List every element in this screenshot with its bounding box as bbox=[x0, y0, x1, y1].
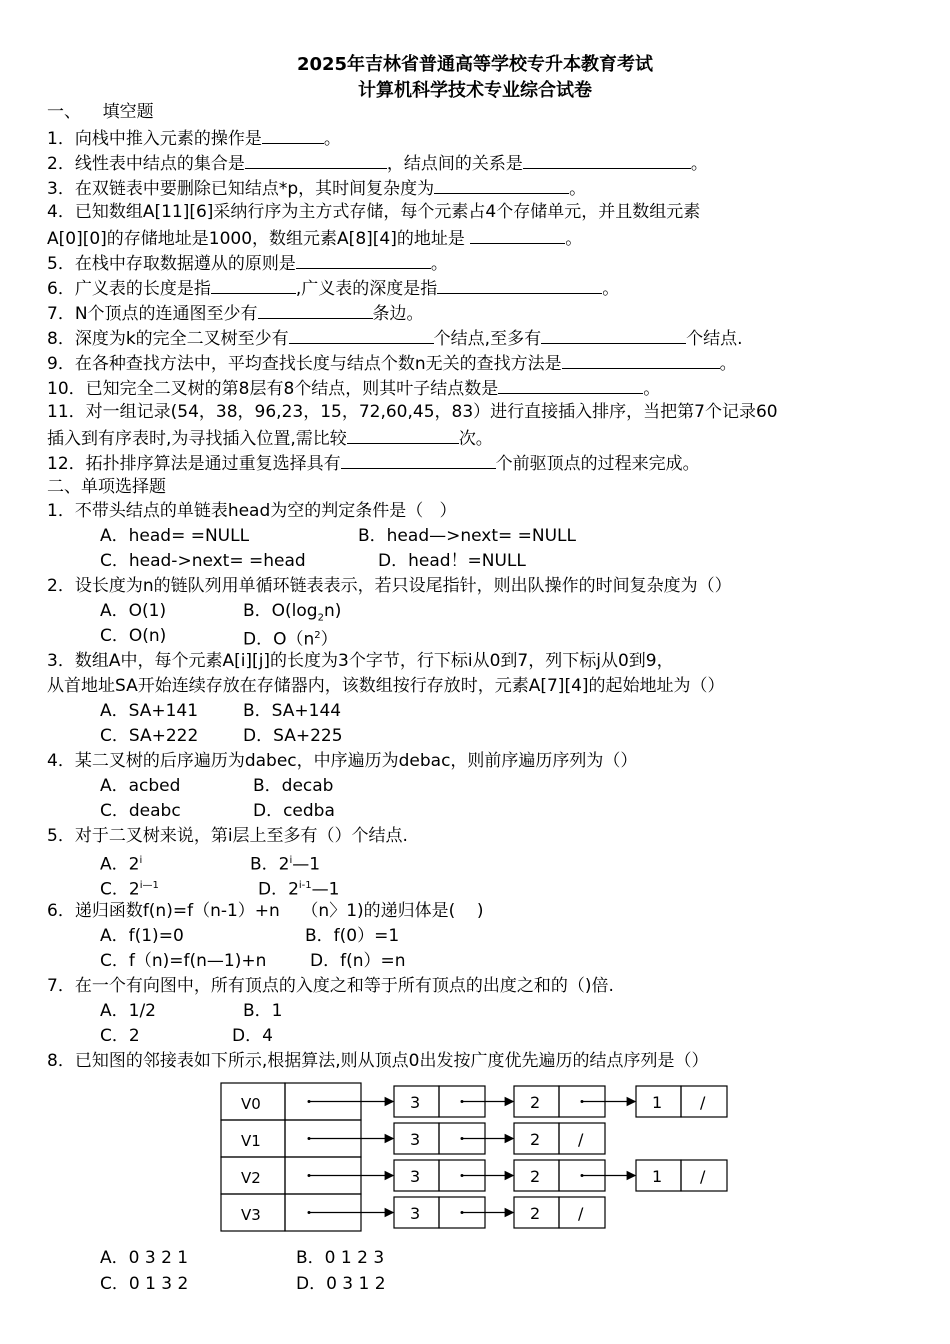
mc-q6-option-d: D．f(n）=n bbox=[310, 951, 406, 971]
mc-q7-option-b: B．1 bbox=[243, 1001, 283, 1021]
mc-q3-option-c: C．SA+222 bbox=[100, 726, 199, 746]
mc-q5-option-b: B．2$^i$—1 bbox=[250, 854, 321, 875]
mc-question-2: 2．设长度为n的链队列用单循环链表表示，若只设尾指针，则出队操作的时间复杂度为（） bbox=[47, 576, 732, 596]
mc-q4-option-a: A．acbed bbox=[100, 776, 181, 796]
mc-q2-option-c: C．O(n) bbox=[100, 626, 167, 646]
section-multiple-choice-heading: 二、单项选择题 bbox=[47, 477, 166, 497]
mc-q5-option-d: D．2$^{i-1}$—1 bbox=[258, 879, 340, 900]
node-value: 3 bbox=[410, 1167, 421, 1186]
fill-question-4-line2: A[0][0]的存储地址是1000，数组元素A[8][4]的地址是 。 bbox=[47, 226, 582, 250]
exam-subtitle: 计算机科学技术专业综合试卷 bbox=[358, 80, 592, 101]
node-value: 2 bbox=[530, 1204, 541, 1223]
vertex-label: V3 bbox=[241, 1206, 261, 1224]
mc-q3-option-a: A．SA+141 bbox=[100, 701, 199, 721]
mc-q4-option-d: D．cedba bbox=[253, 801, 335, 821]
fill-question-2: 2．线性表中结点的集合是 ，结点间的关系是 。 bbox=[47, 151, 708, 175]
mc-q1-option-b: B．head—>next= =NULL bbox=[358, 526, 577, 546]
null-marker: / bbox=[578, 1204, 584, 1223]
mc-q7-option-d: D．4 bbox=[232, 1026, 273, 1046]
node-value: 2 bbox=[530, 1167, 541, 1186]
mc-q8-option-c: C．0 1 3 2 bbox=[100, 1274, 189, 1294]
mc-q5-option-c: C．$2^{i—1}$ bbox=[100, 879, 159, 900]
mc-q7-option-a: A．1/2 bbox=[100, 1001, 156, 1021]
mc-question-7: 7．在一个有向图中，所有顶点的入度之和等于所有顶点的出度之和的（)倍. bbox=[47, 976, 614, 996]
mc-q8-option-b: B．0 1 2 3 bbox=[296, 1248, 385, 1268]
mc-q8-option-a: A．0 3 2 1 bbox=[100, 1248, 189, 1268]
mc-q2-option-d: D．$O(n^2)$ bbox=[243, 629, 338, 650]
mc-question-6: 6．递归函数f(n)=f（n-1）+n （n〉1)的递归体是( ) bbox=[47, 901, 484, 921]
mc-q3-option-d: D．SA+225 bbox=[243, 726, 343, 746]
fill-question-1: 1．向栈中推入元素的操作是 。 bbox=[47, 126, 341, 150]
node-value: 1 bbox=[652, 1167, 663, 1186]
mc-q5-option-a: A．2$^i$ bbox=[100, 854, 143, 875]
node-value: 2 bbox=[530, 1130, 541, 1149]
mc-q1-option-c: C．head->next= =head bbox=[100, 551, 306, 571]
mc-question-1: 1．不带头结点的单链表head为空的判定条件是（ ） bbox=[47, 501, 457, 521]
fill-question-11-line2: 插入到有序表时,为寻找插入位置,需比较 次。 bbox=[47, 426, 493, 450]
null-marker: / bbox=[578, 1130, 584, 1149]
exam-title: 2025年吉林省普通高等学校专升本教育考试 bbox=[296, 54, 654, 75]
fill-question-9: 9．在各种查找方法中，平均查找长度与结点个数n无关的查找方法是 。 bbox=[47, 351, 737, 375]
mc-q6-option-c: C．f（n)=f(n—1)+n bbox=[100, 951, 267, 971]
null-marker: / bbox=[700, 1167, 706, 1186]
mc-q2-option-b: B．$O(\log_2n)$ bbox=[243, 601, 342, 624]
mc-q7-option-c: C．2 bbox=[100, 1026, 140, 1046]
fill-question-3: 3．在双链表中要删除已知结点*p，其时间复杂度为 。 bbox=[47, 176, 586, 200]
mc-question-3-line1: 3．数组A中，每个元素A[i][j]的长度为3个字节，行下标i从0到7，列下标j从0到9， bbox=[47, 651, 674, 671]
fill-question-8: 8．深度为k的完全二叉树至少有 个结点,至多有 个结点. bbox=[47, 326, 742, 350]
fill-question-11-line1: 11．对一组记录(54，38，96,23，15，72,60,45，83）进行直接插入排序，当把第7个记录60 bbox=[47, 402, 778, 422]
fill-question-4-line1: 4．已知数组A[11][6]采纳行序为主方式存储，每个元素占4个存储单元，并且数组元素 bbox=[47, 202, 701, 222]
mc-q4-option-b: B．decab bbox=[253, 776, 334, 796]
vertex-label: V2 bbox=[241, 1169, 261, 1187]
node-value: 3 bbox=[410, 1204, 421, 1223]
vertex-label: V1 bbox=[241, 1132, 261, 1150]
section-fill-blank-heading: 一、 填空题 bbox=[47, 102, 154, 122]
mc-q8-option-d: D．0 3 1 2 bbox=[296, 1274, 386, 1294]
node-value: 1 bbox=[652, 1093, 663, 1112]
mc-q6-option-a: A．f(1)=0 bbox=[100, 926, 184, 946]
mc-q2-option-a: A．O(1) bbox=[100, 601, 167, 621]
fill-question-12: 12．拓扑排序算法是通过重复选择具有 个前驱顶点的过程来完成。 bbox=[47, 451, 700, 475]
mc-q1-option-a: A．head= =NULL bbox=[100, 526, 250, 546]
mc-q1-option-d: D．head！=NULL bbox=[378, 551, 526, 571]
null-marker: / bbox=[700, 1093, 706, 1112]
mc-question-3-line2: 从首地址SA开始连续存放在存储器内，该数组按行存放时，元素A[7][4]的起始地址为（） bbox=[47, 676, 725, 696]
mc-q6-option-b: B．f(0）=1 bbox=[305, 926, 400, 946]
fill-question-7: 7．N个顶点的连通图至少有 条边。 bbox=[47, 301, 424, 325]
mc-q4-option-c: C．deabc bbox=[100, 801, 181, 821]
fill-question-5: 5．在栈中存取数据遵从的原则是 。 bbox=[47, 251, 448, 275]
vertex-label: V0 bbox=[241, 1095, 261, 1113]
node-value: 3 bbox=[410, 1130, 421, 1149]
mc-q3-option-b: B．SA+144 bbox=[243, 701, 342, 721]
node-value: 2 bbox=[530, 1093, 541, 1112]
mc-question-8: 8．已知图的邻接表如下所示,根据算法,则从顶点0出发按广度优先遍历的结点序列是（） bbox=[47, 1051, 709, 1071]
fill-question-6: 6．广义表的长度是指 ,广义表的深度是指 。 bbox=[47, 276, 619, 300]
fill-question-10: 10．已知完全二叉树的第8层有8个结点，则其叶子结点数是 。 bbox=[47, 376, 660, 400]
mc-question-4: 4．某二叉树的后序遍历为dabec，中序遍历为debac，则前序遍历序列为（） bbox=[47, 751, 638, 771]
node-value: 3 bbox=[410, 1093, 421, 1112]
mc-question-5: 5．对于二叉树来说，第i层上至多有（）个结点. bbox=[47, 826, 408, 846]
